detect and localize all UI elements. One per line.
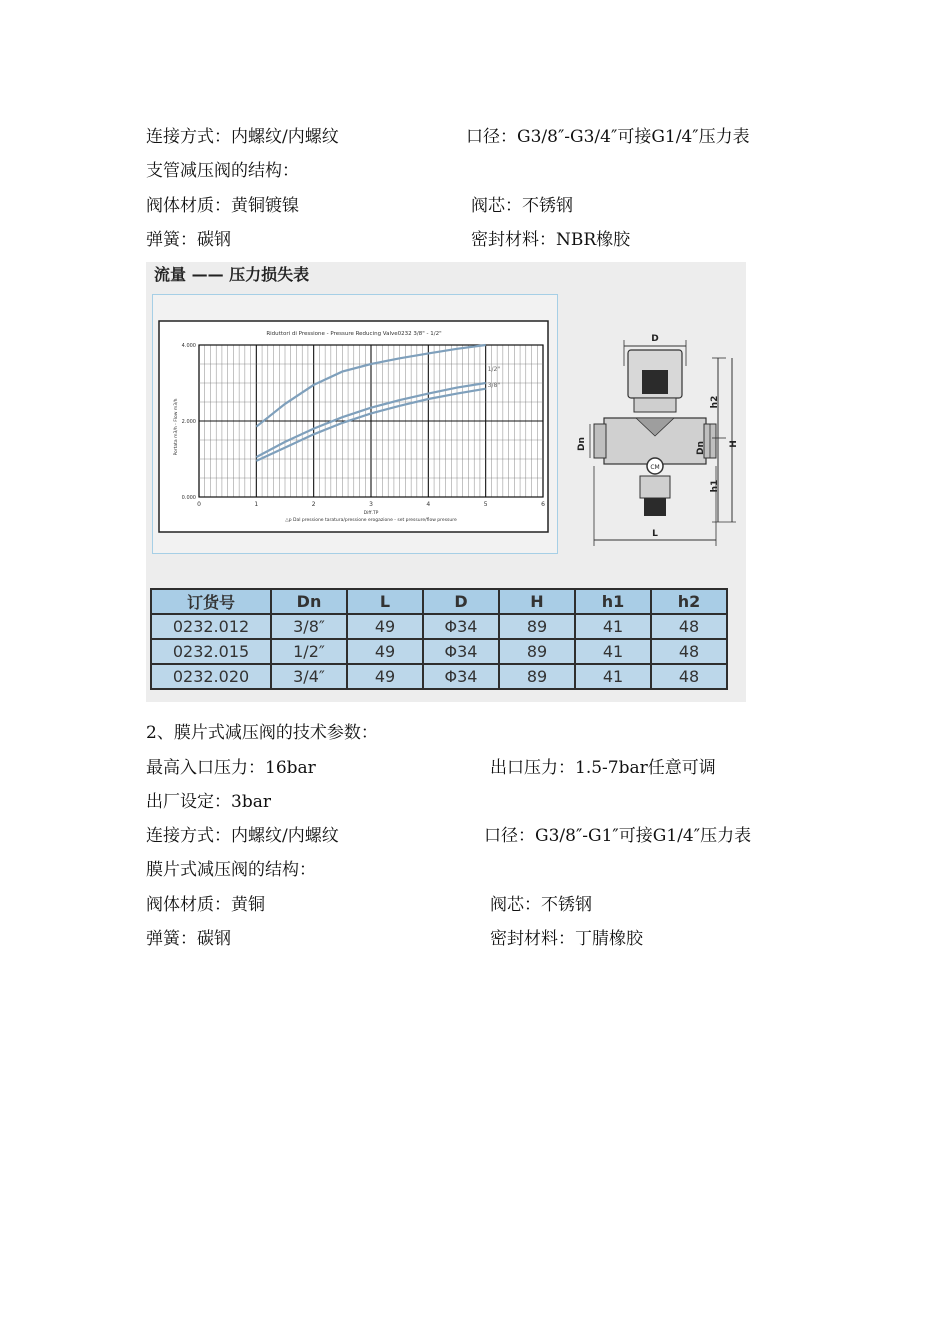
inlet-port	[594, 424, 606, 458]
spring-material-2: 弹簧：碳钢	[146, 929, 231, 949]
x-axis-label: Diff.TP	[363, 511, 379, 516]
structure-heading-2: 膜片式减压阀的结构：	[146, 860, 316, 880]
col-h2: h2	[651, 589, 727, 614]
label-h2: h2	[710, 395, 720, 409]
table-cell: Φ34	[423, 639, 499, 664]
connection-type: 连接方式：内螺纹/内螺纹	[146, 127, 339, 147]
valve-cap	[642, 370, 668, 394]
valve-bottom	[640, 476, 670, 498]
factory-setting: 出厂设定：3bar	[146, 792, 271, 812]
body-material: 阀体材质：黄铜镀镍	[146, 196, 299, 216]
table-cell: 49	[347, 639, 423, 664]
col-dn: Dn	[271, 589, 347, 614]
label-h1: h1	[710, 479, 720, 493]
table-cell: Φ34	[423, 664, 499, 689]
chart-panel	[152, 294, 558, 554]
col-h: H	[499, 589, 575, 614]
y-axis-label: Portata m3/h - Flow m3/h	[174, 398, 179, 456]
table-row	[151, 639, 727, 664]
col-h1: h1	[575, 589, 651, 614]
spring-material: 弹簧：碳钢	[146, 230, 231, 250]
seal-material-2: 密封材料：丁腈橡胶	[490, 929, 643, 949]
label-dn-right: Dn	[696, 441, 706, 455]
structure-heading: 支管减压阀的结构：	[146, 161, 299, 181]
table-cell: 41	[575, 664, 651, 689]
table-cell: 49	[347, 664, 423, 689]
valve-drawing	[577, 326, 742, 556]
table-row	[151, 614, 727, 639]
port-size-2: 口径：G3/8″-G1″可接G1/4″压力表	[484, 826, 752, 846]
table-cell: 0232.015	[151, 639, 271, 664]
table-cell: 48	[651, 664, 727, 689]
label-d: D	[651, 334, 659, 344]
diaphragm-heading: 2、膜片式减压阀的技术参数：	[146, 723, 378, 743]
table-cell: 41	[575, 614, 651, 639]
table-cell: 49	[347, 614, 423, 639]
valve-core: 阀芯：不锈钢	[471, 196, 573, 216]
body-material-2: 阀体材质：黄铜	[146, 895, 265, 915]
valve-nut	[634, 398, 676, 412]
seal-material: 密封材料：NBR橡胶	[471, 230, 631, 250]
table-header-row	[151, 589, 727, 614]
table-cell: 89	[499, 639, 575, 664]
table-cell: 48	[651, 639, 727, 664]
valve-core-2: 阀芯：不锈钢	[490, 895, 592, 915]
col-l: L	[347, 589, 423, 614]
table-cell: 89	[499, 614, 575, 639]
max-inlet-pressure: 最高入口压力：16bar	[146, 758, 316, 778]
x-tick-label: 6	[541, 501, 545, 508]
table-cell: 89	[499, 664, 575, 689]
table-cell: 1/2″	[271, 639, 347, 664]
port-size: 口径：G3/8″-G3/4″可接G1/4″压力表	[466, 127, 750, 147]
y-tick-label: 2.000	[181, 419, 196, 425]
outlet-pressure: 出口压力：1.5-7bar任意可调	[490, 758, 716, 778]
label-dn-left: Dn	[577, 437, 587, 451]
figure-title: 流量 —— 压力损失表	[154, 265, 310, 284]
flow-chart	[159, 321, 549, 533]
col-d: D	[423, 589, 499, 614]
table-cell: 3/4″	[271, 664, 347, 689]
y-tick-label: 0.000	[181, 495, 196, 501]
valve-plug	[644, 498, 666, 516]
x-tick-label: 0	[197, 501, 201, 508]
order-table	[150, 588, 728, 690]
col-order-no: 订货号	[151, 589, 271, 614]
label-l: L	[652, 529, 658, 539]
series-label: 1/2"	[487, 366, 501, 373]
y-tick-label: 4.000	[181, 343, 196, 349]
table-row	[151, 664, 727, 689]
x-tick-label: 3	[369, 501, 373, 508]
table-cell: 41	[575, 639, 651, 664]
x-axis-sublabel: △p Dal pressione taratura/pressione erogazione - set pressure/flow pressure	[285, 518, 457, 523]
x-tick-label: 1	[254, 501, 259, 508]
table-cell: 0232.012	[151, 614, 271, 639]
chart-title: Riduttori di Pressione - Pressure Reducing Valve0232 3/8" - 1/2"	[266, 331, 442, 337]
x-tick-label: 5	[483, 501, 488, 508]
table-cell: 3/8″	[271, 614, 347, 639]
table-cell: Φ34	[423, 614, 499, 639]
series-label: 3/8"	[487, 382, 501, 389]
label-h: H	[729, 440, 739, 448]
svg-text:CM: CM	[650, 464, 660, 471]
x-tick-label: 2	[311, 501, 316, 508]
flow-pressure-figure	[146, 262, 746, 702]
table-cell: 48	[651, 614, 727, 639]
connection-type-2: 连接方式：内螺纹/内螺纹	[146, 826, 339, 846]
table-cell: 0232.020	[151, 664, 271, 689]
x-tick-label: 4	[426, 501, 431, 508]
